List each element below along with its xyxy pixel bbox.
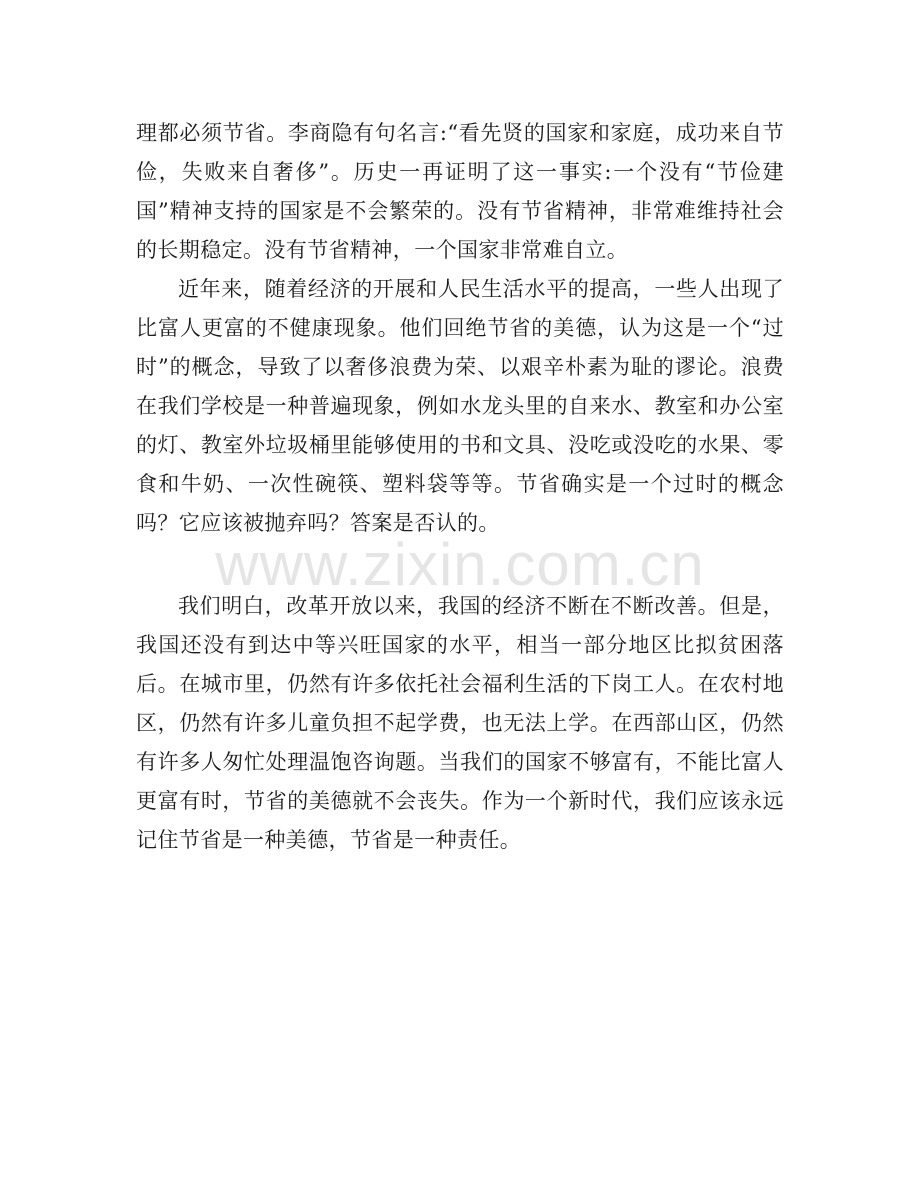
document-body: [136, 114, 784, 860]
paragraph-3: 我们明白，改革开放以来，我国的经济不断在不断改善。但是，我国还没有到达中等兴旺国家的水平，相当一部分地区比拟贫困落后。在城市里，仍然有许多依托社会福利生活的下岗工人。在农村地区，仍然有许多儿童负担不起学费，也无法上学。在西部山区，仍然有许多人匆忙处理温饱咨询题。当我们的国家不够富有，不能比富人更富有时，节省的美德就不会丧失。作为一个新时代，我们应该永远记住节省是一种美德，节省是一种责任。: [136, 594, 784, 852]
paragraph-1: 理都必须节省。李商隐有句名言:“看先贤的国家和家庭，成功来自节俭，失败来自奢侈”。历史一再证明了这一事实:一个没有“节俭建国”精神支持的国家是不会繁荣的。没有节省精神，非常难维持社会的长期稳定。没有节省精神，一个国家非常难自立。: [136, 121, 784, 262]
paragraph-2: 近年来，随着经济的开展和人民生活水平的提高，一些人出现了比富人更富的不健康现象。他们回绝节省的美德，认为这是一个“过时”的概念，导致了以奢侈浪费为荣、以艰辛朴素为耻的谬论。浪费在我们学校是一种普遍现象，例如水龙头里的自来水、教室和办公室的灯、教室外垃圾桶里能够使用的书和文具、没吃或没吃的水果、零食和牛奶、一次性碗筷、塑料袋等等。节省确实是一个过时的概念吗？它应该被抛弃吗？答案是否认的。: [136, 277, 784, 535]
watermark-text: www.zixin.com.cn: [215, 531, 705, 598]
paragraph-spacer: [136, 543, 784, 587]
